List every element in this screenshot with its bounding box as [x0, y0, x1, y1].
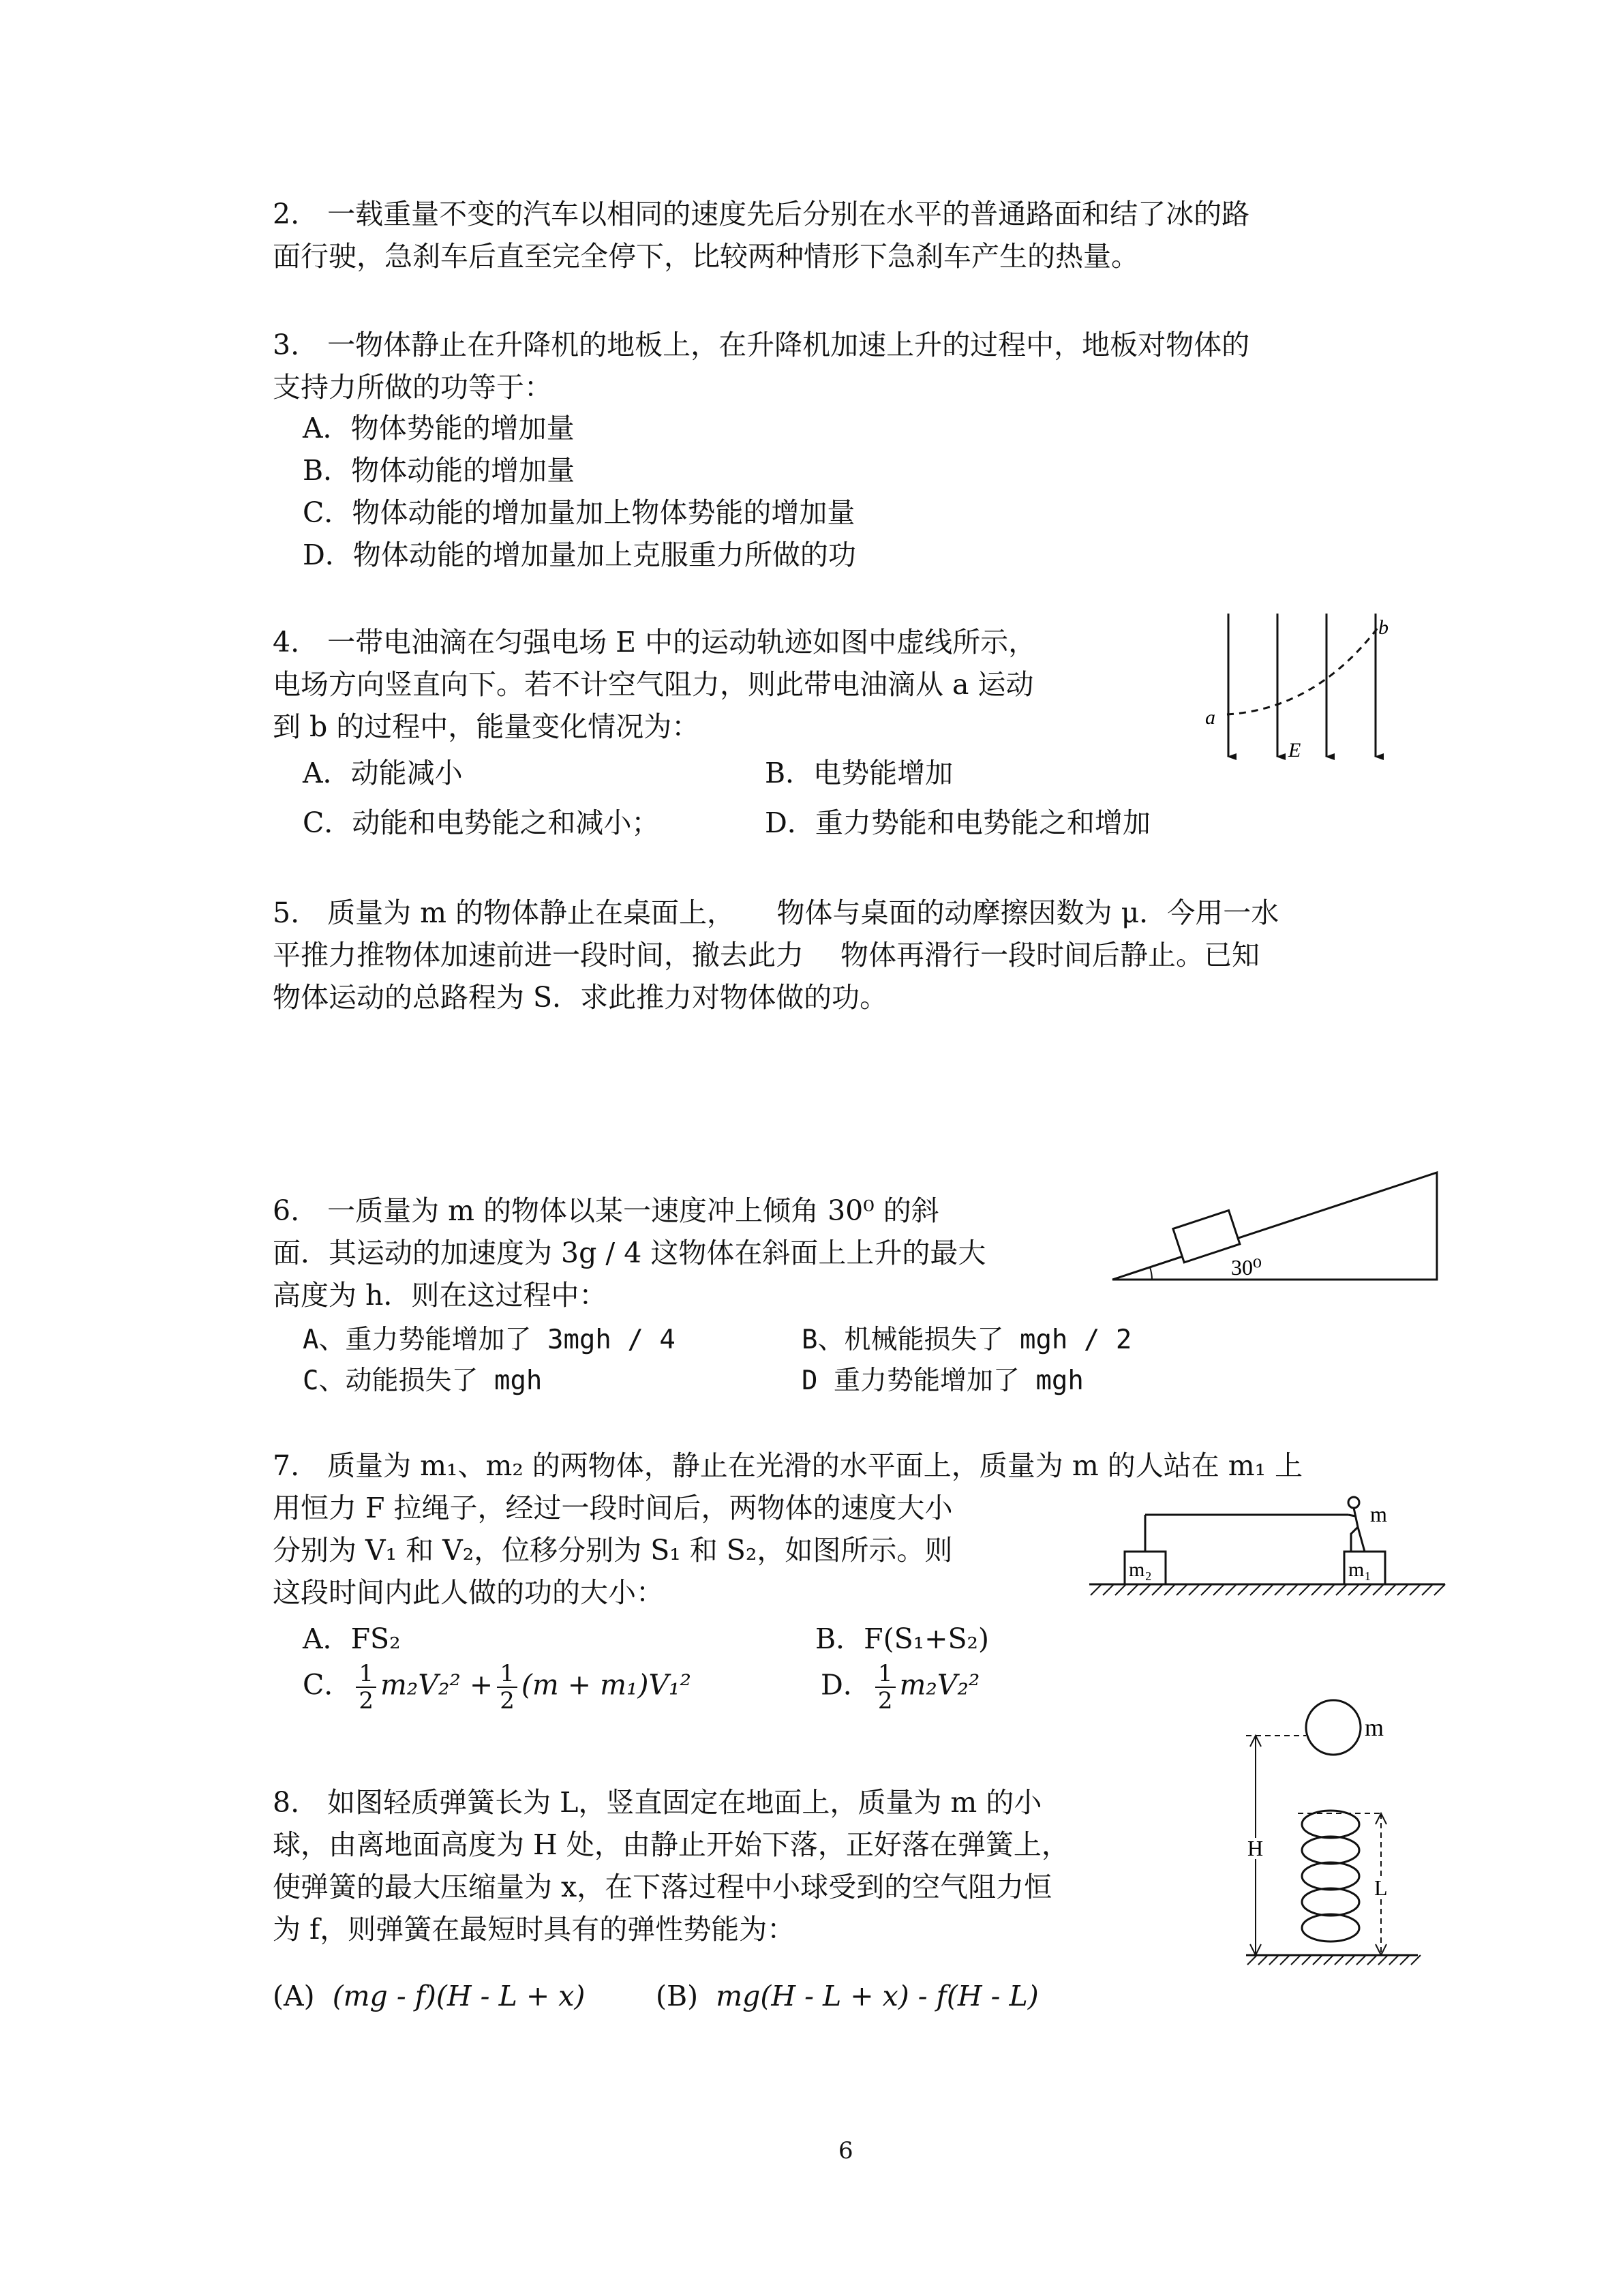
q8-option-b-label: (B) — [656, 1980, 699, 2012]
q4-line-2: 电场方向竖直向下。若不计空气阻力，则此带电油滴从 a 运动 — [273, 668, 1034, 701]
hatch-stroke — [1262, 1584, 1273, 1595]
hatch-stroke — [1324, 1584, 1335, 1595]
fraction-half: $\frac{1}{2}$ — [875, 1661, 896, 1714]
hatch-stroke — [1177, 1584, 1187, 1595]
hatch-stroke — [1348, 1584, 1359, 1595]
hatch-stroke — [1385, 1584, 1396, 1595]
q6-option-d: D 重力势能增加了 mgh — [802, 1365, 1084, 1396]
q8-option-a-label: (A) — [273, 1980, 315, 2012]
page-number: 6 — [838, 2137, 853, 2164]
q4-line-1: 4. 一带电油滴在匀强电场 E 中的运动轨迹如图中虚线所示， — [273, 626, 1037, 659]
incline-triangle — [1112, 1173, 1437, 1280]
q6-option-b: B、机械能损失了 mgh / 2 — [802, 1325, 1132, 1355]
ground-hatching — [1247, 1955, 1421, 1965]
hatch-stroke — [1346, 1955, 1355, 1965]
label-l: L — [1374, 1875, 1388, 1900]
q7-option-a: A．FS₂ — [303, 1622, 401, 1655]
q2-line-2: 面行驶，急刹车后直至完全停下，比较两种情形下急刹车产生的热量。 — [273, 240, 1139, 273]
hatch-stroke — [1269, 1955, 1279, 1965]
hatch-stroke — [1378, 1955, 1388, 1965]
hatch-stroke — [1238, 1584, 1249, 1595]
spring-coil — [1302, 1888, 1359, 1916]
hatch-stroke — [1313, 1955, 1322, 1965]
fraction-half: $\frac{1}{2}$ — [497, 1661, 517, 1714]
hatch-stroke — [1356, 1955, 1366, 1965]
q4-option-a: A．动能减小 — [303, 757, 463, 789]
hatch-stroke — [1311, 1584, 1322, 1595]
q8-line-3: 使弹簧的最大压缩量为 x，在下落过程中小球受到的空气阻力恒 — [273, 1871, 1052, 1903]
hatch-stroke — [1291, 1955, 1301, 1965]
q8-option-a — [273, 1980, 585, 2012]
q7-line-2: 用恒力 F 拉绳子，经过一段时间后，两物体的速度大小 — [273, 1492, 953, 1524]
q8-line-4: 为 f，则弹簧在最短时具有的弹性势能为： — [273, 1913, 795, 1946]
hatch-stroke — [1201, 1584, 1212, 1595]
q2-line-1: 2. 一载重量不变的汽车以相同的速度先后分别在水平的普通路面和结了冰的路 — [273, 198, 1250, 230]
person-head — [1348, 1497, 1359, 1508]
hatch-stroke — [1258, 1955, 1268, 1965]
q3-line-1: 3. 一物体静止在升降机的地板上，在升降机加速上升的过程中，地板对物体的 — [273, 329, 1250, 361]
q5-line-2: 平推力推物体加速前进一段时间，撤去此力 物体再滑行一段时间后静止。已知 — [273, 939, 1260, 971]
q3-option-a: A．物体势能的增加量 — [303, 412, 575, 444]
hatch-stroke — [1250, 1584, 1261, 1595]
q8-line-1: 8. 如图轻质弹簧长为 L，竖直固定在地面上，质量为 m 的小 — [273, 1786, 1042, 1819]
spring-coils — [1302, 1811, 1359, 1942]
q3-option-b: B．物体动能的增加量 — [303, 454, 575, 487]
hatch-stroke — [1400, 1955, 1410, 1965]
hatch-stroke — [1226, 1584, 1237, 1595]
ball — [1306, 1700, 1361, 1755]
hatch-stroke — [1213, 1584, 1224, 1595]
q6-option-a: A、重力势能增加了 3mgh / 4 — [303, 1325, 676, 1355]
electric-field-diagram — [1200, 607, 1404, 770]
q4-option-b: B．电势能增加 — [765, 757, 954, 789]
hatch-stroke — [1361, 1584, 1371, 1595]
q5-line-1: 5. 质量为 m 的物体静止在桌面上， 物体与桌面的动摩擦因数为 μ．今用一水 — [273, 896, 1279, 929]
hatch-stroke — [1247, 1955, 1257, 1965]
spring-ball-diagram — [1213, 1691, 1445, 1970]
q8-option-b-expr: mg(H - L + x) - f(H - L) — [716, 1980, 1039, 2012]
q3-line-2: 支持力所做的功等于： — [273, 371, 552, 404]
hatch-stroke — [1434, 1584, 1445, 1595]
q8-option-a-expr: (mg - f)(H - L + x) — [332, 1980, 586, 2012]
q7-option-d — [821, 1661, 980, 1714]
label-h: H — [1247, 1836, 1264, 1860]
hatch-stroke — [1152, 1584, 1163, 1595]
person-body — [1348, 1508, 1365, 1552]
label-b: b — [1378, 616, 1389, 639]
q7-line-4: 这段时间内此人做的功的大小： — [273, 1576, 664, 1609]
hatch-stroke — [1127, 1584, 1138, 1595]
hatch-stroke — [1280, 1955, 1290, 1965]
hatch-stroke — [1389, 1955, 1399, 1965]
hatch-stroke — [1367, 1955, 1377, 1965]
q7-option-d-label: D． — [821, 1668, 871, 1702]
spring-coil — [1302, 1811, 1359, 1838]
label-m1: m₁ — [1348, 1558, 1371, 1581]
hatch-stroke — [1115, 1584, 1126, 1595]
hatch-stroke — [1302, 1955, 1311, 1965]
q7-line-3: 分别为 V₁ 和 V₂，位移分别为 S₁ 和 S₂，如图所示。则 — [273, 1534, 953, 1567]
q4-option-d: D．重力势能和电势能之和增加 — [765, 806, 1151, 839]
label-a: a — [1205, 706, 1215, 729]
hatch-stroke — [1422, 1584, 1433, 1595]
spring-coil — [1302, 1837, 1359, 1864]
hatch-stroke — [1299, 1584, 1310, 1595]
incline-diagram — [1104, 1159, 1445, 1288]
hatch-stroke — [1164, 1584, 1175, 1595]
fraction-half: $\frac{1}{2}$ — [356, 1661, 376, 1714]
two-block-rope-diagram — [1084, 1492, 1452, 1614]
q6-line-2: 面．其运动的加速度为 3g / 4 这物体在斜面上上升的最大 — [273, 1237, 986, 1269]
hatch-stroke — [1411, 1955, 1421, 1965]
hatch-stroke — [1275, 1584, 1286, 1595]
hatch-stroke — [1287, 1584, 1298, 1595]
block-on-incline — [1173, 1211, 1240, 1263]
q7-option-b: B．F(S₁+S₂) — [815, 1622, 989, 1655]
hatch-stroke — [1335, 1955, 1344, 1965]
q7-line-1: 7. 质量为 m₁、m₂ 的两物体，静止在光滑的水平面上，质量为 m 的人站在 m₁ 上 — [273, 1449, 1303, 1482]
hatch-stroke — [1410, 1584, 1421, 1595]
q7-option-c-term-2: (m + m₁)V₁² — [521, 1668, 691, 1702]
hatch-stroke — [1397, 1584, 1408, 1595]
spring-coil — [1302, 1914, 1359, 1942]
hatch-stroke — [1189, 1584, 1200, 1595]
hatch-stroke — [1336, 1584, 1347, 1595]
q7-option-c — [303, 1661, 691, 1714]
hatch-stroke — [1103, 1584, 1114, 1595]
label-m2: m₂ — [1129, 1558, 1152, 1581]
q3-option-d: D．物体动能的增加量加上克服重力所做的功 — [303, 539, 856, 571]
angle-arc — [1150, 1267, 1152, 1280]
trajectory-dashed-curve — [1227, 627, 1378, 714]
q6-option-c: C、动能损失了 mgh — [303, 1365, 543, 1396]
label-e: E — [1288, 739, 1301, 761]
angle-label: 30⁰ — [1231, 1255, 1262, 1280]
hatch-stroke — [1091, 1584, 1102, 1595]
label-ball-m: m — [1365, 1714, 1384, 1741]
q3-option-c: C．物体动能的增加量加上物体势能的增加量 — [303, 496, 855, 529]
spring-coil — [1302, 1862, 1359, 1890]
q7-option-d-term: m₂V₂² — [899, 1668, 980, 1702]
hatch-stroke — [1140, 1584, 1151, 1595]
label-person-m: m — [1370, 1502, 1387, 1526]
q4-option-c: C．动能和电势能之和减小； — [303, 806, 660, 839]
q6-line-1: 6. 一质量为 m 的物体以某一速度冲上倾角 30⁰ 的斜 — [273, 1194, 939, 1227]
hatch-stroke — [1324, 1955, 1333, 1965]
q5-line-3: 物体运动的总路程为 S．求此推力对物体做的功。 — [273, 981, 888, 1014]
ground-hatching — [1091, 1584, 1445, 1595]
q8-option-b — [656, 1980, 1039, 2012]
q4-line-3: 到 b 的过程中，能量变化情况为： — [273, 710, 700, 743]
hatch-stroke — [1373, 1584, 1384, 1595]
q7-option-c-term-1: m₂V₂² + — [380, 1668, 494, 1702]
q8-line-2: 球，由离地面高度为 H 处，由静止开始下落，正好落在弹簧上， — [273, 1828, 1070, 1861]
q6-line-3: 高度为 h．则在这过程中： — [273, 1279, 607, 1312]
q7-option-c-label: C． — [303, 1668, 352, 1702]
